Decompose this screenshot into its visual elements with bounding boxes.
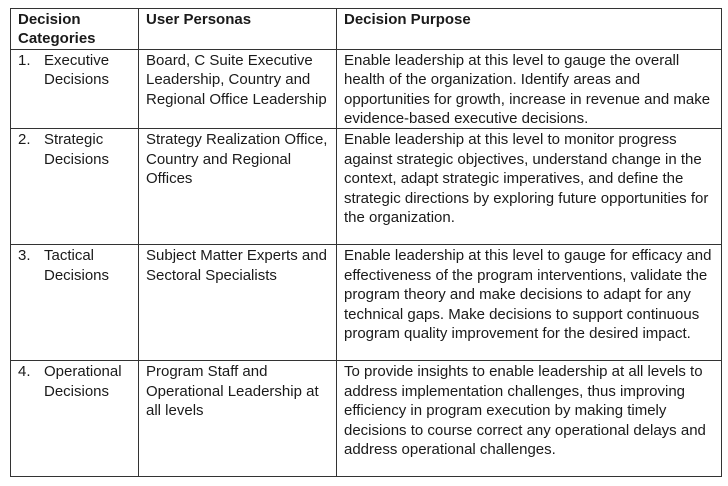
header-user-personas: User Personas <box>139 9 337 50</box>
personas-cell: Subject Matter Experts and Sectoral Specialists <box>139 245 337 361</box>
table-row <box>11 49 722 129</box>
category-label: Strategic Decisions <box>44 131 110 168</box>
category-number: 4. <box>18 363 31 381</box>
header-decision-purpose: Decision Purpose <box>337 9 722 50</box>
category-label: Executive Decisions <box>44 51 110 89</box>
category-number: 1. <box>18 51 31 69</box>
table-row <box>11 245 722 361</box>
purpose-cell: Enable leadership at this level to gauge for efficacy and effectiveness of the program interventions, validate the program theory and make decisions to adapt for any technical gaps. Make decisions to support continuous program quality improvement for the desired impact. <box>337 245 722 361</box>
personas-cell: Board, C Suite Executive Leadership, Country and Regional Office Leadership <box>139 49 337 129</box>
category-cell <box>11 245 139 361</box>
purpose-cell: Enable leadership at this level to gauge the overall health of the organization. Identify areas and opportunities for growth, increase in revenue and make evidence-based executive decisions. <box>337 49 722 129</box>
personas-cell: Program Staff and Operational Leadership at all levels <box>139 361 337 477</box>
category-cell <box>11 49 139 129</box>
category-label: Operational Decisions <box>44 363 122 400</box>
category-cell <box>11 129 139 245</box>
table-row <box>11 129 722 245</box>
category-cell <box>11 361 139 477</box>
header-decision-categories: Decision Categories <box>11 9 139 50</box>
category-label: Tactical Decisions <box>44 247 110 284</box>
table-row <box>11 361 722 477</box>
decision-table <box>10 8 722 477</box>
personas-cell: Strategy Realization Office, Country and Regional Offices <box>139 129 337 245</box>
purpose-cell: Enable leadership at this level to monitor progress against strategic objectives, understand change in the context, adapt strategic imperatives, and define the strategic directions by exploring future opportunities for the organization. <box>337 129 722 245</box>
category-number: 3. <box>18 247 31 265</box>
category-number: 2. <box>18 131 31 149</box>
header-row <box>11 9 722 50</box>
purpose-cell: To provide insights to enable leadership at all levels to address implementation challenges, thus improving efficiency in program execution by making timely decisions to course correct any operational delays and address operational challenges. <box>337 361 722 477</box>
